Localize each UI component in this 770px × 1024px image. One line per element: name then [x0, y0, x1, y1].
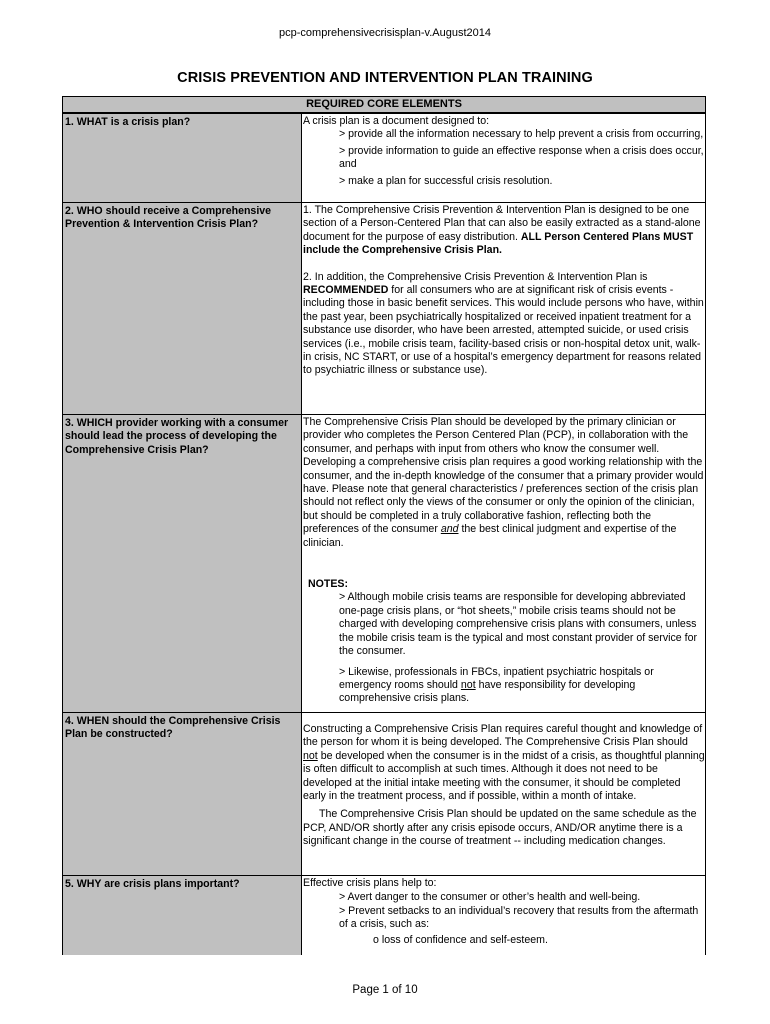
row-3-note-2-end: have responsibility for developing comprehensive crisis plans.: [339, 678, 636, 705]
row-1-question-cell: [62, 113, 302, 202]
row-3-question: 3. WHICH provider working with a consumer should lead the process of developing the Comprehensive Crisis Plan?: [65, 417, 289, 456]
row-4-answer-cell: [301, 712, 706, 875]
row-5-bullet-2: > Prevent setbacks to an individual’s recovery that results from the aftermath of a crisis, such as:: [339, 904, 699, 931]
document-title: CRISIS PREVENTION AND INTERVENTION PLAN TRAINING: [177, 70, 593, 86]
row-5-bullet-1: > Avert danger to the consumer or other’s health and well-being.: [339, 891, 641, 904]
row-1-intro: A crisis plan is a document designed to:: [303, 115, 490, 127]
row-4-question-cell: [62, 712, 302, 875]
row-3-p1-end: the best clinical judgment and expertise of the clinician.: [303, 523, 677, 549]
row-2-p1-text: 1. The Comprehensive Crisis Prevention & Intervention Plan is designed to be one section of a Person-Centered Plan that can also be easily extracted as a stand-alone document for the purpose of easy distribution.: [303, 204, 701, 243]
row-3-question-cell: [62, 414, 302, 712]
row-4-paragraph-1: [303, 723, 705, 803]
row-5-intro: Effective crisis plans help to:: [303, 877, 437, 889]
row-3-note-2-start: > Likewise, professionals in FBCs, inpatient psychiatric hospitals or emergency rooms should: [339, 665, 654, 691]
row-2-p2-rest: for all consumers who are at significant risk of crisis events - including those in basic benefit services. This would include persons who have, within the past year, been psychiatrically hospitalized or received inpatient treatment for a substance use disorder, who have been arrested, attempted suicide, or used crisis services (i.e., mobile crisis team, facility-based crisis or non-hospital detox unit, walk-in crisis, NC START, or use of a hospital’s emergency department for reasons related to psychiatric illness or substance use).: [303, 284, 704, 377]
row-3-p1-emphasis: and: [440, 523, 459, 536]
row-3-note-2-underline: not: [460, 678, 476, 691]
row-2-question-cell: [62, 202, 302, 414]
row-5-answer-cell: [301, 875, 706, 955]
page-header: pcp-comprehensivecrisisplan-v.August2014: [279, 27, 491, 39]
row-5-question-cell: [62, 875, 302, 955]
row-2-p2-start: 2. In addition, the Comprehensive Crisis Prevention & Intervention Plan is: [303, 270, 648, 283]
core-elements-header: REQUIRED CORE ELEMENTS: [62, 96, 706, 113]
row-1-bullet-2: > provide information to guide an effective response when a crisis does occur, and: [339, 144, 704, 171]
row-4-p1-end: be developed when the consumer is in the midst of a crisis, as thoughtful planning is often difficult to accomplish at such times. Although it does not need to be developed at the initial intake meeting with the consumer, it should be completed early in the treatment process, and if possible, within a month of intake.: [303, 749, 705, 803]
row-2-answer-cell: [301, 202, 706, 414]
row-3-note-1: > Although mobile crisis teams are responsible for developing abbreviated one-page crisis plans, or “hot sheets,” mobile crisis teams should not be charged with developing comprehensive crisis plans with consumers, unless the mobile crisis team is the typical and most constant provider of service for the consumer.: [339, 591, 697, 658]
row-2-p1-bold: ALL Person Centered Plans MUST include the Comprehensive Crisis Plan.: [303, 230, 694, 257]
row-4-question: 4. WHEN should the Comprehensive Crisis Plan be constructed?: [65, 715, 281, 741]
row-2-paragraph-1: [303, 204, 705, 258]
core-elements-table: [62, 96, 706, 954]
row-4-paragraph-2: The Comprehensive Crisis Plan should be updated on the same schedule as the PCP, AND/OR shortly after any crisis episode occurs, AND/OR anytime there is a significant change in the course of treatment -- including medication changes.: [303, 808, 697, 848]
row-2-paragraph-2: [303, 271, 705, 378]
row-1-bullet-1: > provide all the information necessary to help prevent a crisis from occurring,: [339, 128, 704, 141]
row-5-question: 5. WHY are crisis plans important?: [65, 878, 240, 890]
row-1-answer-cell: [301, 113, 706, 202]
row-3-notes-label: NOTES:: [308, 578, 349, 591]
row-3-answer-cell: [301, 414, 706, 712]
row-4-p1-start: Constructing a Comprehensive Crisis Plan requires careful thought and knowledge of the person for whom it is being developed. The Comprehensive Crisis Plan should: [303, 723, 703, 749]
row-1-question: 1. WHAT is a crisis plan?: [65, 116, 191, 128]
page-footer: Page 1 of 10: [352, 984, 418, 996]
row-3-p1-start: The Comprehensive Crisis Plan should be developed by the primary clinician or provider who completes the Person Centered Plan (PCP), in collaboration with the consumer, and perhaps with input from others who know the consumer well. Developing a comprehensive crisis plan requires a good working relationship with the consumer, and the in-depth knowledge of the consumer that a primary provider would have. Please note that general characteristics / preferences section of the crisis plan should not reflect only the views of the consumer or only the opinion of the clinician, but should be completed in a truly collaborative fashion, reflecting both the preferences of the consumer: [303, 416, 704, 536]
row-3-note-2: [303, 666, 705, 706]
row-3-paragraph-1: [303, 416, 705, 550]
row-1-bullet-3: > make a plan for successful crisis resolution.: [339, 174, 553, 187]
row-4-p1-underline: not: [303, 749, 318, 762]
row-2-p2-bold: RECOMMENDED: [303, 284, 389, 297]
row-2-question: 2. WHO should receive a Comprehensive Prevention & Intervention Crisis Plan?: [65, 205, 272, 231]
row-5-sub-bullet-1: o loss of confidence and self-esteem.: [373, 933, 548, 946]
